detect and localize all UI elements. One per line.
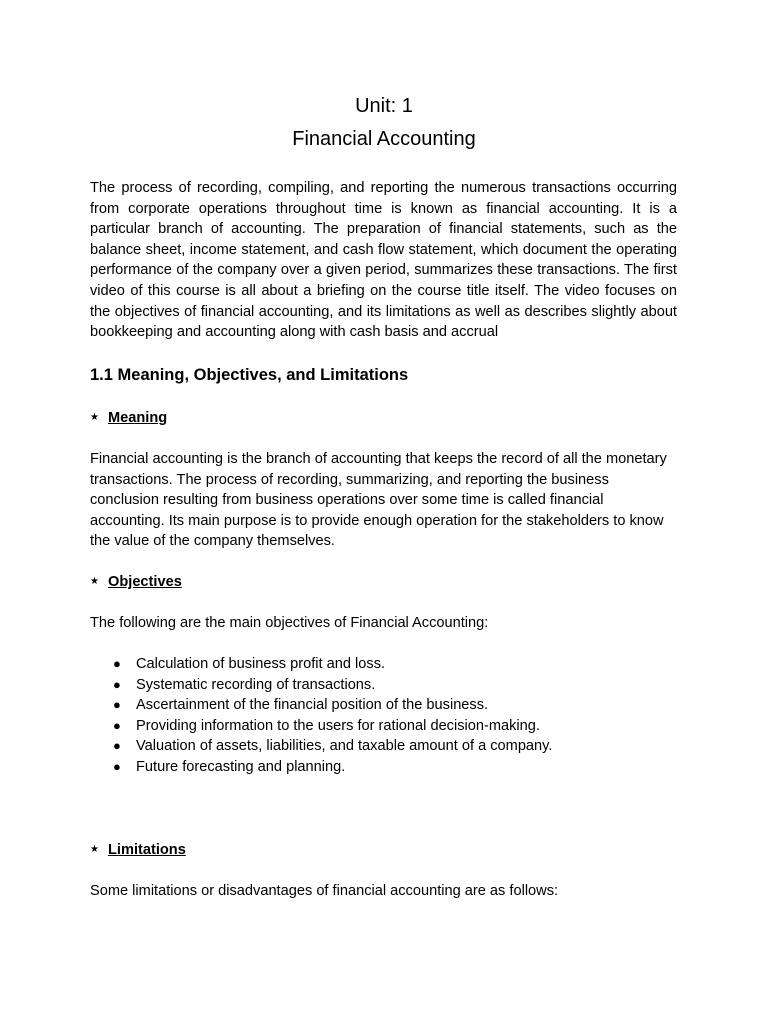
- list-item-text: Calculation of business profit and loss.: [136, 656, 386, 672]
- limitations-heading-label: Limitations: [108, 842, 186, 858]
- objectives-heading: [90, 572, 182, 592]
- objectives-intro: The following are the main objectives of Financial Accounting:: [90, 615, 489, 631]
- list-item: [90, 736, 690, 757]
- bullet-icon: ●: [113, 676, 121, 692]
- objectives-list: [90, 654, 690, 778]
- bullet-icon: ●: [113, 697, 121, 713]
- limitations-intro: Some limitations or disadvantages of financial accounting are as follows:: [90, 883, 559, 899]
- list-item: [90, 675, 690, 696]
- list-item-text: Valuation of assets, liabilities, and taxable amount of a company.: [136, 738, 553, 755]
- star-icon: ★: [90, 576, 99, 587]
- star-icon: ★: [90, 412, 99, 423]
- document-title: Financial Accounting: [292, 128, 476, 150]
- list-item: [90, 716, 690, 737]
- intro-paragraph: The process of recording, compiling, and reporting the numerous transactions occurring from corporate operations throughout time is known as financial accounting. It is a particular branch of accounting. The preparation of financial statements, such as the balance sheet, income statement, and cash flow statement, which document the operating performance of the company over a given period, summarizes these transactions. The first video of this course is all about a briefing on the course title itself. The video focuses on the objectives of financial accounting, and its limitations as well as describes slightly about bookkeeping and accounting along with cash basis and accrual: [90, 180, 677, 341]
- star-icon: ★: [90, 844, 99, 855]
- section-heading: 1.1 Meaning, Objectives, and Limitations: [90, 366, 409, 384]
- list-item-text: Future forecasting and planning.: [136, 758, 346, 775]
- list-item: [90, 757, 690, 778]
- list-item-text: Ascertainment of the financial position of the business.: [136, 697, 489, 714]
- bullet-icon: ●: [113, 656, 121, 671]
- objectives-heading-label: Objectives: [108, 574, 182, 590]
- list-item-text: Systematic recording of transactions.: [136, 676, 376, 693]
- list-item: [90, 654, 690, 675]
- meaning-paragraph: Financial accounting is the branch of accounting that keeps the record of all the monetary transactions. The process of recording, summarizing, and reporting the business conclusion resulting from business operations over some time is called financial accounting. Its main purpose is to provide enough operation for the stakeholders to know the value of the company themselves.: [90, 451, 667, 550]
- limitations-heading: [90, 840, 186, 860]
- bullet-icon: ●: [113, 758, 121, 774]
- unit-title: Unit: 1: [355, 95, 413, 117]
- bullet-icon: ●: [113, 717, 121, 733]
- list-item: [90, 695, 690, 716]
- meaning-heading: [90, 408, 167, 428]
- list-item-text: Providing information to the users for rational decision-making.: [136, 717, 540, 734]
- bullet-icon: ●: [113, 738, 121, 754]
- meaning-heading-label: Meaning: [108, 410, 168, 426]
